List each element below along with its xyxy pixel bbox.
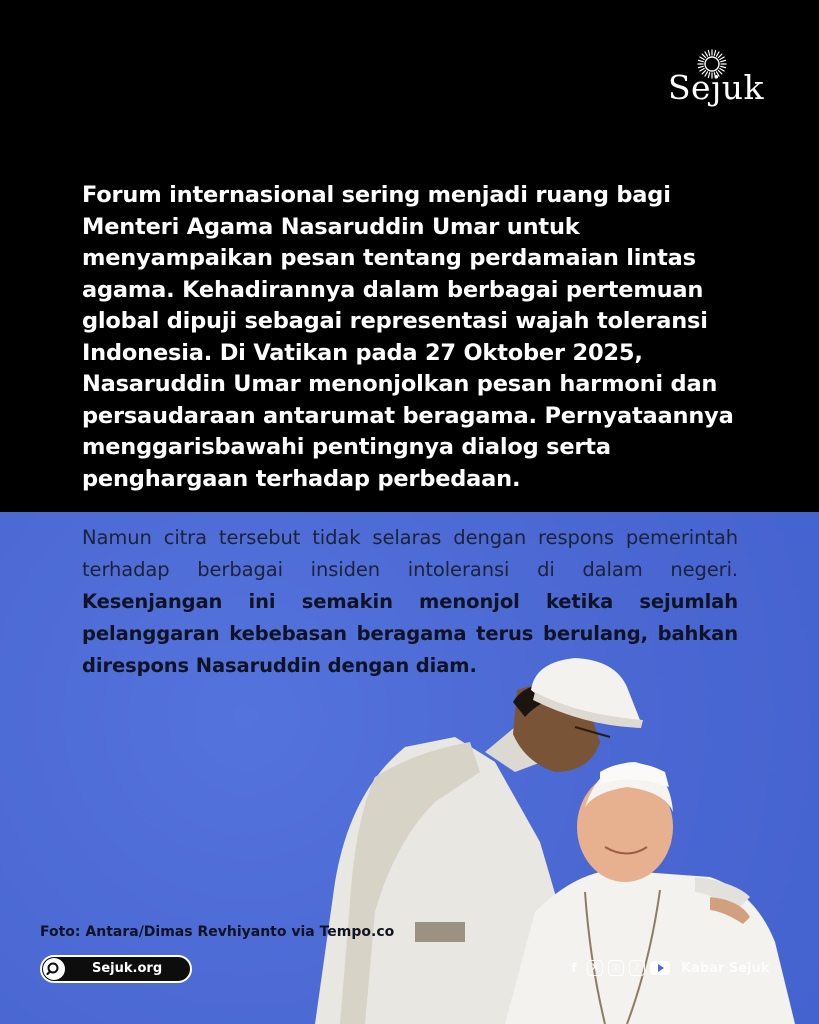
website-url: Sejuk.org [92,961,163,976]
youtube-icon[interactable] [650,961,670,975]
instagram-icon[interactable]: ◎ [608,960,624,976]
photo-credit: Foto: Antara/Dimas Revhiyanto via Tempo.co [40,924,395,940]
body-panel [0,512,819,1024]
body-lead-text: Namun citra tersebut tidak selaras dengan respons pemerintah terhadap berbagai insiden intoleransi di dalam negeri. [82,526,738,581]
tiktok-icon[interactable]: ♪ [629,960,645,976]
website-link[interactable] [40,955,192,983]
intro-paragraph: Forum internasional sering menjadi ruang bagi Menteri Agama Nasaruddin Umar untuk menyampaikan pesan tentang perdamaian lintas agama. Kehadirannya dalam berbagai pertemuan global dipuji sebagai representasi wajah toleransi Indonesia. Di Vatikan pada 27 Oktober 2025, Nasaruddin Umar menonjolkan pesan harmoni dan persaudaraan antarumat beragama. Pernyataannya menggarisbawahi pentingnya dialog serta penghargaan terhadap perbedaan. [82,182,734,492]
twitter-icon[interactable]: X [587,960,603,976]
search-icon [43,958,65,980]
logo-wordmark: Sejuk [667,68,765,107]
facebook-icon[interactable]: f [571,961,577,975]
social-links [566,958,769,978]
body-emphasis-text: Kesenjangan ini semakin menonjol ketika sejumlah pelanggaran kebebasan beragama terus berulang, bahkan direspons Nasaruddin dengan diam. [82,590,738,677]
sejuk-logo [666,48,766,114]
social-handle: Kabar Sejuk [681,960,770,976]
